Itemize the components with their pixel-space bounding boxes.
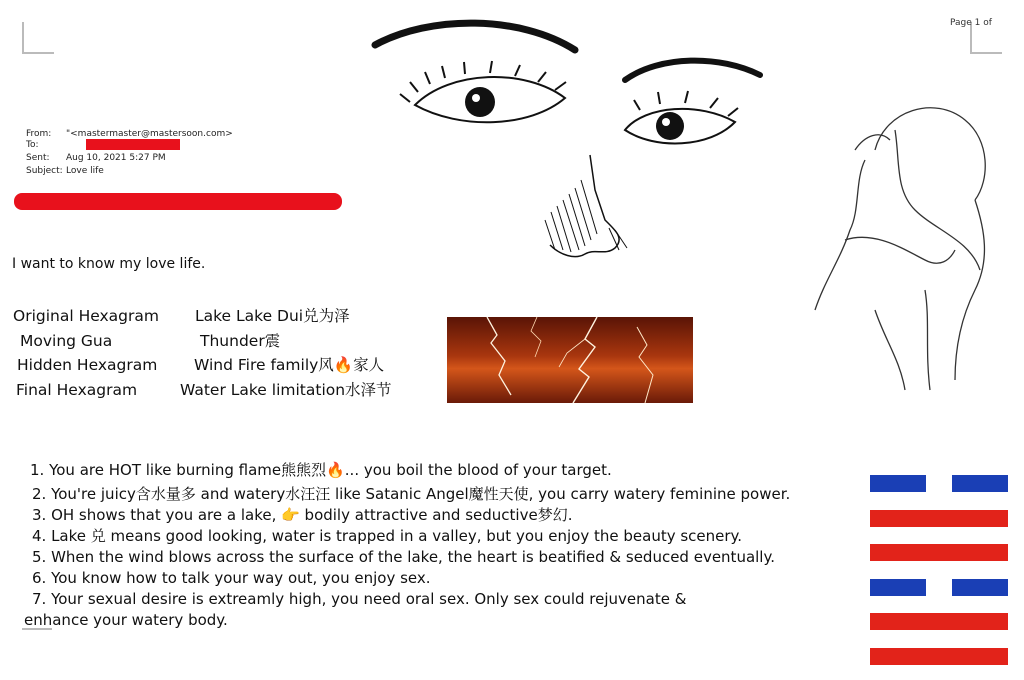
hexagram-label-moving: Moving Gua <box>20 331 113 350</box>
hexagram-table <box>12 304 392 402</box>
hexagram-value-final: Water Lake limitation水泽节 <box>180 380 392 399</box>
hexagram-line-1-broken <box>870 475 1008 492</box>
hexagram-value-original: Lake Lake Dui兑为泽 <box>195 307 350 325</box>
embracing-couple-sketch <box>805 90 1005 410</box>
crop-mark-bottom-left <box>22 628 52 660</box>
hexagram-line-segment <box>870 579 926 596</box>
hexagram-value-moving: Thunder震 <box>200 331 281 350</box>
hexagram-value-hidden: Wind Fire family风🔥家人 <box>194 356 385 374</box>
sent-value: Aug 10, 2021 5:27 PM <box>66 153 166 163</box>
reading-item-5: 5. When the wind blows across the surface of the lake, the heart is beatified & seduced eventually. <box>32 548 775 566</box>
reading-item-7-cont: enhance your watery body. <box>24 611 228 629</box>
hexagram-line-segment <box>870 475 926 492</box>
reading-item-2: 2. You're juicy含水量多 and watery水汪汪 like Satanic Angel魔性天使, you carry watery feminine power. <box>32 485 791 503</box>
subject-value: Love life <box>66 166 104 176</box>
hexagram-label-final: Final Hexagram <box>16 380 138 399</box>
hexagram-line-3-solid <box>870 544 1008 561</box>
nose-sketch <box>535 150 645 270</box>
hexagram-label-original: Original Hexagram <box>13 307 159 325</box>
redaction-bar <box>14 193 342 210</box>
to-redaction <box>86 139 180 150</box>
reading-item-4: 4. Lake 兑 means good looking, water is trapped in a valley, but you enjoy the beauty scenery. <box>32 527 743 545</box>
subject-label: Subject: <box>26 166 63 176</box>
reading-item-3: 3. OH shows that you are a lake, 👉 bodily attractive and seductive梦幻. <box>32 506 573 524</box>
hexagram-line-4-broken <box>870 579 1008 596</box>
hexagram-label-hidden: Hidden Hexagram <box>17 356 158 374</box>
reading-item-1: 1. You are HOT like burning flame熊熊烈🔥... you boil the blood of your target. <box>30 461 612 479</box>
email-header <box>26 129 233 176</box>
question-text: I want to know my love life. <box>12 256 206 272</box>
hexagram-line-5-solid <box>870 613 1008 630</box>
reading-item-7: 7. Your sexual desire is extreamly high, you need oral sex. Only sex could rejuvenate & <box>32 590 687 608</box>
to-label: To: <box>26 139 39 150</box>
crop-mark-top-left <box>22 22 54 54</box>
hexagram-line-segment <box>952 579 1008 596</box>
sent-label: Sent: <box>26 153 50 163</box>
eyes-sketch <box>370 10 770 160</box>
lightning-image <box>447 317 693 403</box>
from-value: "<mastermaster@mastersoon.com> <box>66 129 233 139</box>
page-number: Page 1 of <box>950 18 992 28</box>
hexagram-line-segment <box>952 475 1008 492</box>
hexagram-line-6-solid <box>870 648 1008 665</box>
readings-list <box>24 460 870 631</box>
hexagram-line-2-solid <box>870 510 1008 527</box>
from-label: From: <box>26 129 52 139</box>
reading-item-6: 6. You know how to talk your way out, you enjoy sex. <box>32 569 431 587</box>
